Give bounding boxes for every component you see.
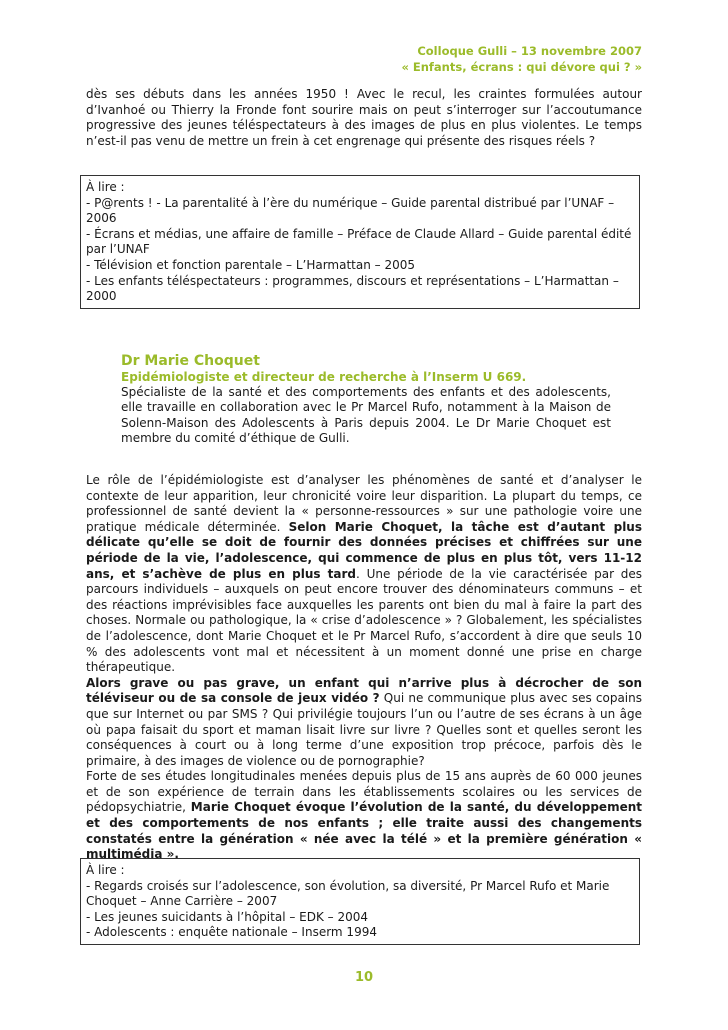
reading-box-1 xyxy=(80,175,640,309)
bio-role: Epidémiologiste et directeur de recherche à l’Inserm U 669. xyxy=(121,370,527,384)
reading-item: - Écrans et médias, une affaire de famille – Préface de Claude Allard – Guide parental édité par l’UNAF xyxy=(86,226,632,257)
main-body xyxy=(86,473,642,863)
body-paragraph-1 xyxy=(86,473,642,676)
bio-block xyxy=(121,353,611,446)
page-header xyxy=(401,43,642,75)
reading-item: - Les enfants téléspectateurs : programmes, discours et représentations – L’Harmattan – 2000 xyxy=(86,273,619,304)
intro-text: dès ses débuts dans les années 1950 ! Avec le recul, les craintes formulées autour d’Ivanhoé ou Thierry la Fronde font sourire mais on peut s’interroger sur l’accoutumance progressive des jeunes téléspectateurs à des images de plus en plus violentes. Le temps n’est-il pas venu de mettre un frein à cet engrenage qui présente des risques réels ? xyxy=(86,87,642,148)
page-number: 10 xyxy=(354,970,374,985)
reading-box-2 xyxy=(80,858,640,945)
body-text: Qui ne communique plus avec ses copains que sur Internet ou par SMS ? Qui privilégie toujours l’un ou l’autre de ses écrans à un âge où papa faisait du sport et maman lisait livre sur livre ? Quelles sont et quelles seront les conséquences à court ou à long terme d’une exposition trop précoce, parfois dès le primaire, à des images de violence ou de pornographie? xyxy=(86,691,642,768)
body-bold-text: Alors grave ou pas grave, un enfant qui n’arrive plus à décrocher de son téléviseur ou de sa console de jeux vidéo ? xyxy=(86,675,642,706)
body-text: Forte de ses études longitudinales menées depuis plus de 15 ans auprès de 60 000 jeunes et de son expérience de terrain dans les établissements scolaires ou les services de pédopsychiatrie, xyxy=(86,769,642,815)
reading-box-2-title: À lire : xyxy=(86,863,125,877)
body-text: Le rôle de l’épidémiologiste est d’analyser les phénomènes de santé et d’analyser le contexte de leur apparition, leur chronicité voire leur disparition. La plupart du temps, ce professionnel de santé devient la « personne-ressources » sur une pathologie voire une pratique médicale déterminée. xyxy=(86,473,642,534)
reading-item: - Regards croisés sur l’adolescence, son évolution, sa diversité, Pr Marcel Rufo et Marie Choquet – Anne Carrière – 2007 xyxy=(86,878,610,909)
body-bold-text: Marie Choquet évoque l’évolution de la santé, du développement et des comportements de nos enfants ; elle traite aussi des changements constatés entre la génération « née avec la télé » et la première génération « multimédia ». xyxy=(86,800,642,862)
header-line-1: Colloque Gulli – 13 novembre 2007 xyxy=(417,44,642,58)
bio-text: Spécialiste de la santé et des comportements des enfants et des adolescents, elle travaille en collaboration avec le Pr Marcel Rufo, notamment à la Maison de Solenn-Maison des Adolescents à Paris depuis 2004. Le Dr Marie Choquet est membre du comité d’éthique de Gulli. xyxy=(121,385,611,445)
body-bold-text: Selon Marie Choquet, la tâche est d’autant plus délicate qu’elle se doit de fournir des données précises et chiffrées sur une période de la vie, l’adolescence, qui commence de plus en plus tôt, vers 11-12 ans, et s’achève de plus en plus tard xyxy=(86,519,642,581)
reading-box-1-title: À lire : xyxy=(86,180,125,194)
reading-item: - Adolescents : enquête nationale – Inserm 1994 xyxy=(86,925,377,940)
header-line-2: « Enfants, écrans : qui dévore qui ? » xyxy=(401,60,642,74)
reading-item: - Télévision et fonction parentale – L’Harmattan – 2005 xyxy=(86,257,416,272)
body-paragraph-2 xyxy=(86,676,642,770)
bio-name: Dr Marie Choquet xyxy=(121,353,260,369)
body-paragraph-3 xyxy=(86,769,642,863)
body-text: . Une période de la vie caractérisée par des parcours individuels – auxquels on peut encore trouver des dénominateurs communs – et des réactions imprévisibles face auxquelles les parents ont bien du mal à faire la part des choses. Normale ou pathologique, la « crise d’adolescence » ? Globalement, les spécialistes de l’adolescence, dont Marie Choquet et le Pr Marcel Rufo, s’accordent à dire que seuls 10 % des adolescents vont mal et nécessitent à un moment donné une prise en charge thérapeutique. xyxy=(86,566,642,675)
intro-paragraph xyxy=(86,87,642,149)
reading-item: - Les jeunes suicidants à l’hôpital – EDK – 2004 xyxy=(86,909,369,924)
reading-item: - P@rents ! - La parentalité à l’ère du numérique – Guide parental distribué par l’UNAF – 2006 xyxy=(86,195,615,226)
